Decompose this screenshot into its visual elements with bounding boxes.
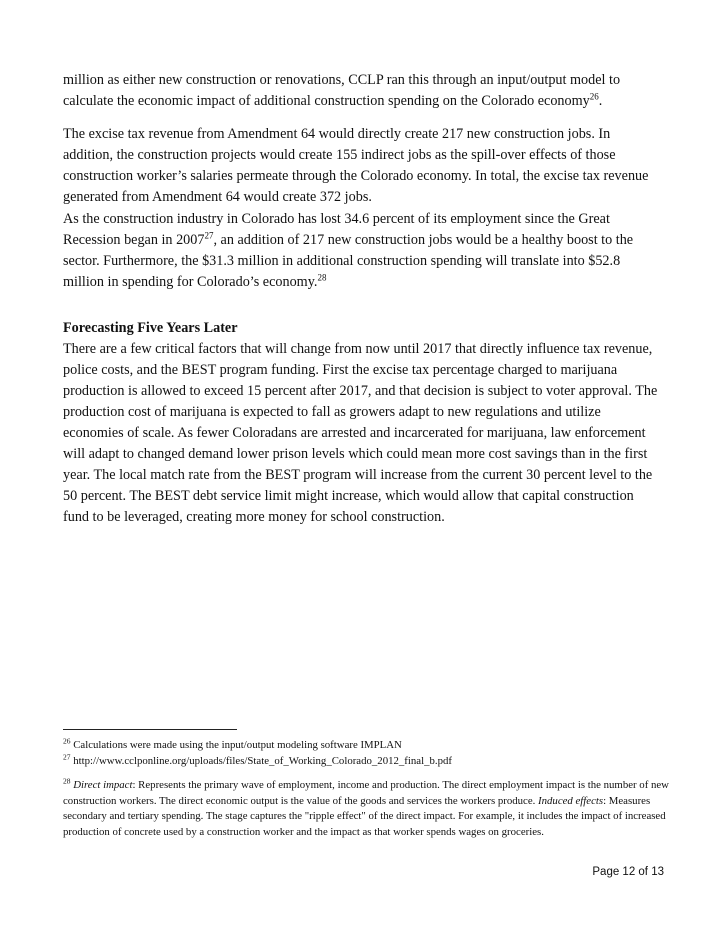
paragraph-industry-loss	[63, 209, 663, 293]
footnote-ref-28[interactable]: 28	[317, 272, 327, 283]
section-body: There are a few critical factors that will change from now until 2017 that directly influence tax revenue, police costs, and the BEST program funding. First the excise tax percentage charged to marijuana production is allowed to exceed 15 percent after 2017, and that decision is subject to voter approval. The production cost of marijuana is expected to fall as growers adapt to new regulations and utilize economies of scale. As fewer Coloradans are arrested and incarcerated for marijuana, law enforcement will adapt to changed demand lower prison levels which could mean more cost savings than in the first year. The local match rate from the BEST program will increase from the current 30 percent level to the 50 percent. The BEST debt service limit might increase, which would allow that capital construction fund to be leveraged, creating more money for school construction.	[63, 341, 658, 525]
section-forecasting	[63, 318, 663, 528]
page-number: Page 12 of 13	[592, 866, 664, 878]
footnote-link[interactable]: http://www.cclponline.org/uploads/files/State_of_Working_Colorado_2012_final_b.pdf	[70, 755, 452, 767]
induced-effects-label: Induced effects	[538, 794, 604, 807]
footnote-ref-26[interactable]: 26	[589, 91, 599, 102]
footnote-separator	[63, 729, 237, 730]
footnote-28: $^{28}$ Direct impact: Represents the primary wave of employment, income and production. The direct employment impact is the number of new construction workers. The direct economic output is the value of the goods and services the workers produce. Induced effects: Measures secondary and tertiary spending. The stage captures the "ripple effect" of the direct impact. For example, it includes the impact of increased production of concrete used by a construction worker and the impact as that worker spends wages on groceries.	[63, 776, 669, 838]
paragraph-text: million as either new construction or renovations, CCLP ran this through an input/output model to calculate the economic impact of additional construction spending on the Colorado economy	[63, 72, 621, 109]
footnote-27: $^{27}$ http://www.cclponline.org/uploads/files/State_of_Working_Colorado_2012_final_b.pdf	[63, 752, 452, 767]
paragraph-text: The excise tax revenue from Amendment 64 would directly create 217 new construction jobs. In addition, the construction projects would create 155 indirect jobs as the spill-over effects of those construction worker’s salaries permeate through the Colorado economy. In total, the excise tax revenue generated from Amendment 64 would create 372 jobs.	[63, 126, 649, 205]
footnote-ref-27[interactable]: 27	[204, 230, 214, 241]
paragraph-construction-model: million as either new construction or renovations, CCLP ran this through an input/output model to calculate the economic impact of additional construction spending on the Colorado economy$^{26}$.	[63, 72, 621, 109]
paragraph-jobs	[63, 124, 663, 208]
direct-impact-label: Direct impact	[73, 779, 133, 791]
paragraph-text: , an addition of 217 new construction jobs would be a healthy boost to the sector. Furthermore, the $31.3 million in additional construction spending will translate into $52.8 million in spending for Colorado’s economy.	[63, 232, 634, 290]
footnote-26: $^{26}$ Calculations were made using the input/output modeling software IMPLAN	[63, 736, 402, 751]
paragraph-text: As the construction industry in Colorado has lost 34.6 percent of its employment since the Great Recession began in 2007	[63, 211, 610, 248]
section-heading: Forecasting Five Years Later	[63, 320, 238, 336]
